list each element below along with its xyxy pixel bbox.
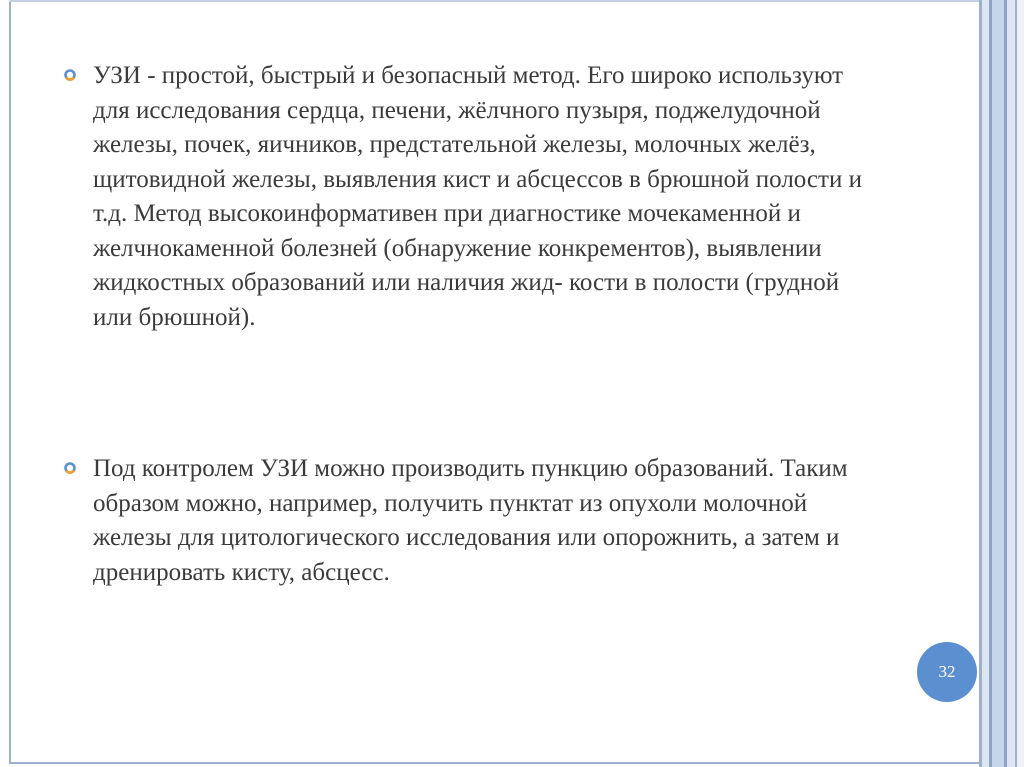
slide-frame-top xyxy=(9,0,981,2)
bullet-text-2: Под контролем УЗИ можно производить пункцию образований. Таким образом можно, например, получить пунктат из опухоли молочной железы для цитологического исследования или опорожнить, а затем и дренировать кисту, абсцесс. xyxy=(93,455,848,586)
decorative-stripe xyxy=(992,0,1004,767)
bullet-text-1: УЗИ - простой, быстрый и безопасный метод. Его широко используют для исследования сердца, печени, жёлчного пузыря, поджелудочной железы, почек, яичников, предстательной железы, молочных желёз, щитовидной железы, выявления кист и абсцессов в брюшной полости и т.д. Метод высокоинформативен при диагностике мочекаменной и желчнокаменной болезней (обнаружение конкрементов), выявлении жидкостных образований или наличия жид- кости в полости (грудной или брюшной). xyxy=(93,62,862,331)
decorative-stripe xyxy=(1017,0,1024,767)
page-number: 32 xyxy=(938,662,956,681)
page-number-badge xyxy=(917,642,977,702)
ring-bullet-icon xyxy=(63,461,77,475)
ring-bullet-icon xyxy=(63,68,77,82)
decorative-stripe xyxy=(982,0,989,767)
decorative-stripe xyxy=(1007,0,1015,767)
